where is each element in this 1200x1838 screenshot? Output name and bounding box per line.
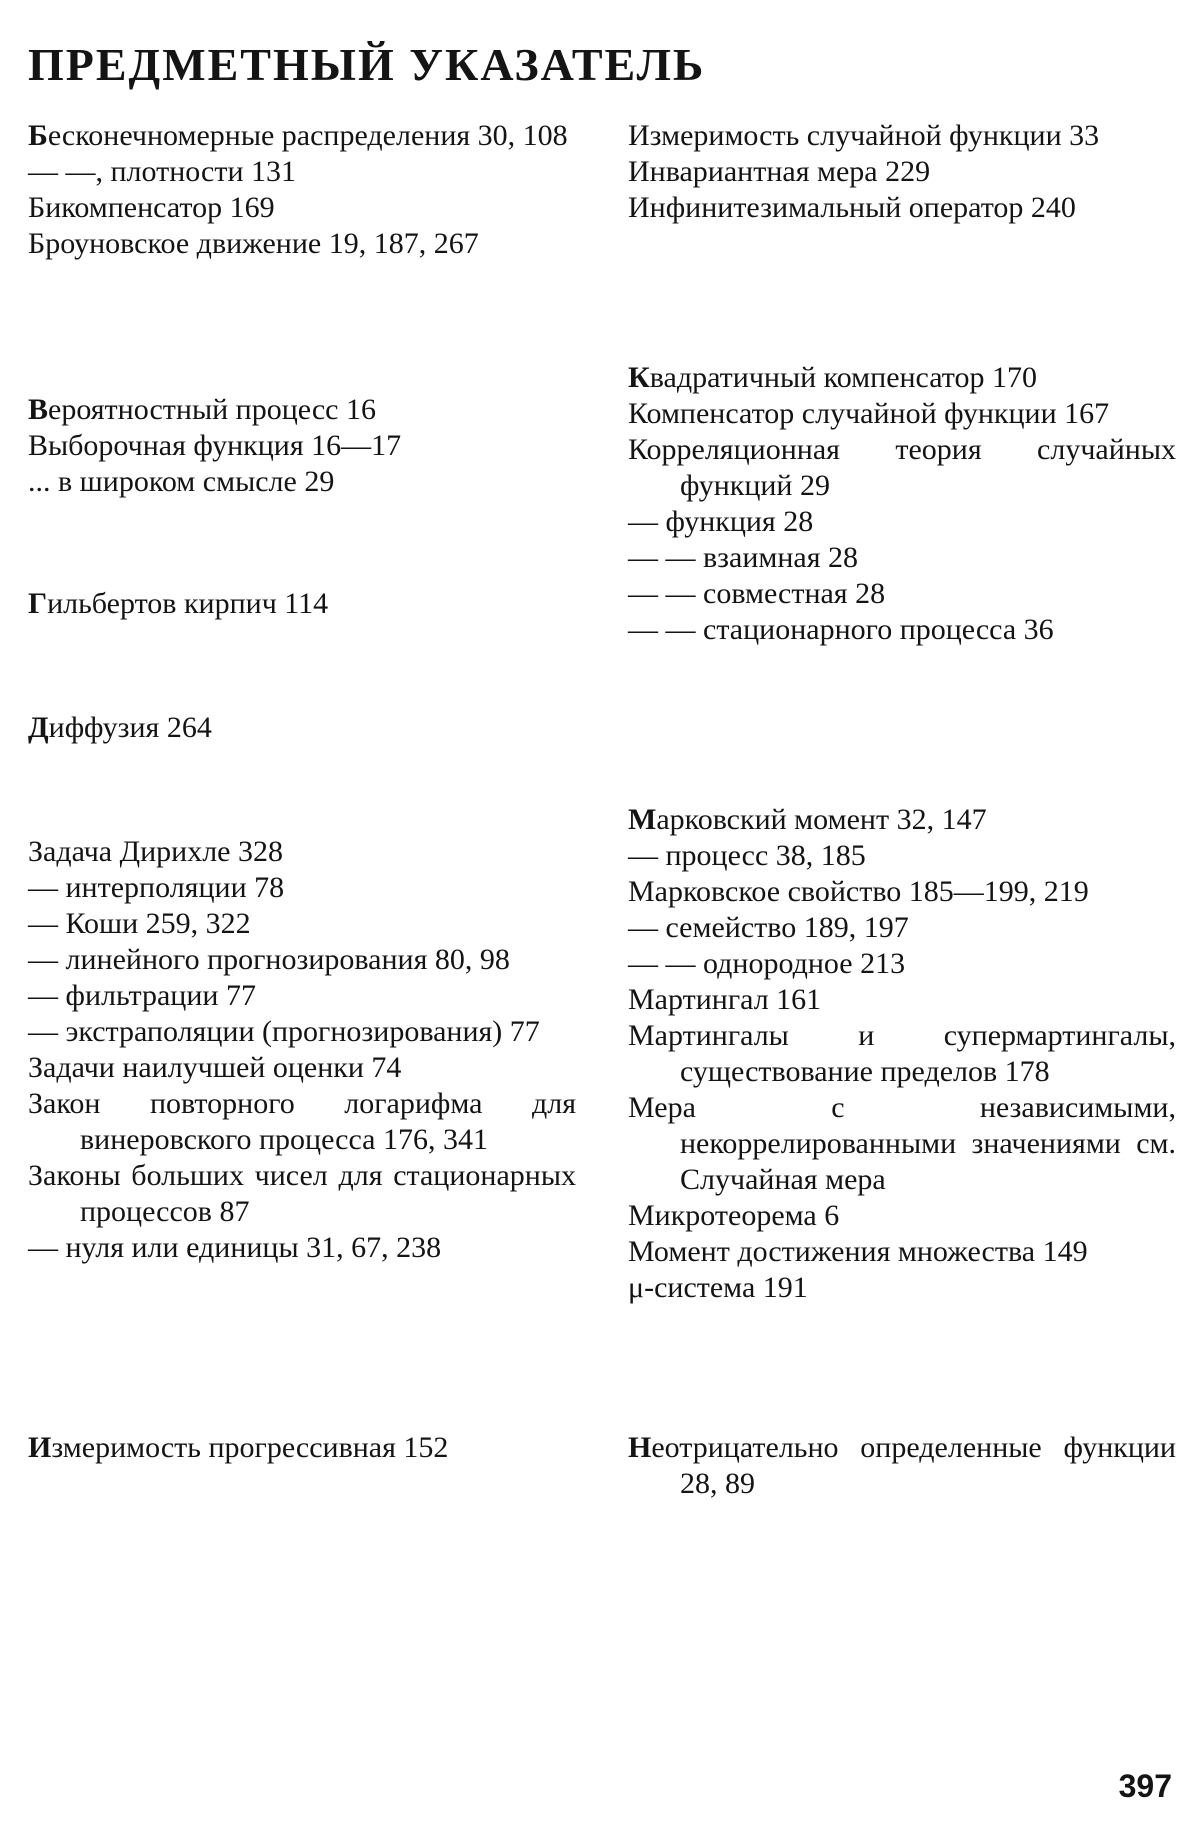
- entry-text: Законы больших чисел для стационарных процессов 87: [28, 1159, 576, 1228]
- index-entry: [28, 1230, 576, 1266]
- index-entry: [28, 978, 576, 1014]
- entry-initial-letter: К: [628, 361, 650, 394]
- entry-text: Компенсатор случайной функции 167: [628, 397, 1110, 430]
- entry-text: Момент достижения множества 149: [628, 1235, 1088, 1268]
- entry-text: Закон повторного логарифма для винеровского процесса 176, 341: [28, 1087, 576, 1156]
- index-column-right: [628, 0, 1176, 1838]
- index-letter-group: [628, 1430, 1176, 1502]
- entry-text: — — совместная 28: [628, 577, 886, 610]
- entry-text: μ-система 191: [628, 1271, 808, 1304]
- entry-text: ероятностный процесс 16: [48, 393, 376, 426]
- entry-initial-letter: Г: [28, 587, 48, 620]
- entry-text: есконечномерные распределения 30, 108: [47, 119, 568, 152]
- index-entry: [628, 1270, 1176, 1306]
- entry-text: Марковское свойство 185—199, 219: [628, 875, 1089, 908]
- entry-text: еотрицательно определенные функции 28, 89: [651, 1431, 1176, 1500]
- index-entry: [628, 190, 1176, 226]
- entry-text: иффузия 264: [48, 711, 212, 744]
- index-entry: [628, 1430, 1176, 1502]
- index-letter-group: [628, 802, 1176, 1306]
- index-entry: [628, 1234, 1176, 1270]
- index-entry: [628, 540, 1176, 576]
- entry-text: — интерполяции 78: [28, 871, 285, 904]
- index-letter-group: [28, 118, 576, 262]
- entry-text: — функция 28: [628, 505, 814, 538]
- entry-text: — семейство 189, 197: [628, 911, 909, 944]
- page-title: ПРЕДМЕТНЫЙ УКАЗАТЕЛЬ: [28, 39, 706, 90]
- index-entry: [628, 838, 1176, 874]
- index-entry: [628, 118, 1176, 154]
- entry-text: Броуновское движение 19, 187, 267: [28, 227, 479, 260]
- entry-text: Задача Дирихле 328: [28, 835, 283, 868]
- page-number: 397: [1118, 1768, 1172, 1804]
- entry-initial-letter: Б: [28, 119, 48, 152]
- index-entry: [628, 432, 1176, 504]
- index-letter-group: [628, 118, 1176, 226]
- index-entry: [628, 1018, 1176, 1090]
- entry-text: ильбертов кирпич 114: [47, 587, 329, 620]
- entry-initial-letter: В: [28, 393, 49, 426]
- entry-text: — —, плотности 131: [28, 155, 297, 188]
- index-entry: [28, 1430, 576, 1466]
- entry-initial-letter: Д: [28, 711, 49, 744]
- entry-text: Мера с независимыми, некоррелированными значениями см. Случайная мера: [628, 1091, 1176, 1196]
- index-entry: [28, 834, 576, 870]
- entry-text: — экстраполяции (прогнозирования) 77: [28, 1015, 540, 1048]
- entry-initial-letter: Н: [628, 1431, 652, 1464]
- index-entry: [28, 1158, 576, 1230]
- entry-text: вадратичный компенсатор 170: [649, 361, 1037, 394]
- index-entry: [628, 612, 1176, 648]
- entry-text: — — однородное 213: [628, 947, 906, 980]
- index-entry: [28, 710, 576, 746]
- entry-text: змеримость прогрессивная 152: [51, 1431, 449, 1464]
- index-entry: [628, 504, 1176, 540]
- entry-text: Инвариантная мера 229: [628, 155, 931, 188]
- index-entry: [28, 1014, 576, 1050]
- entry-text: арковский момент 32, 147: [656, 803, 987, 836]
- index-letter-group: [28, 710, 576, 746]
- entry-text: Задачи наилучшей оценки 74: [28, 1051, 402, 1084]
- index-entry: [28, 226, 576, 262]
- index-entry: [628, 874, 1176, 910]
- index-entry: [628, 360, 1176, 396]
- index-entry: [28, 464, 576, 500]
- index-entry: [28, 190, 576, 226]
- index-column-left: [28, 0, 576, 1838]
- entry-text: Микротеорема 6: [628, 1199, 840, 1232]
- index-entry: [628, 1198, 1176, 1234]
- entry-initial-letter: М: [628, 803, 657, 836]
- entry-text: Бикомпенсатор 169: [28, 191, 275, 224]
- index-entry: [28, 154, 576, 190]
- entry-text: Выборочная функция 16—17: [28, 429, 402, 462]
- index-letter-group: [28, 834, 576, 1266]
- index-entry: [28, 906, 576, 942]
- index-entry: [28, 942, 576, 978]
- entry-text: Мартингалы и супермартингалы, существование пределов 178: [628, 1019, 1176, 1088]
- entry-initial-letter: И: [28, 1431, 52, 1464]
- entry-text: — фильтрации 77: [28, 979, 256, 1012]
- entry-text: — нуля или единицы 31, 67, 238: [28, 1231, 442, 1264]
- index-entry: [628, 154, 1176, 190]
- index-entry: [28, 428, 576, 464]
- entry-text: Инфинитезимальный оператор 240: [628, 191, 1076, 224]
- index-entry: [628, 576, 1176, 612]
- index-entry: [28, 870, 576, 906]
- index-entry: [28, 1050, 576, 1086]
- entry-text: — — взаимная 28: [628, 541, 859, 574]
- index-entry: [628, 396, 1176, 432]
- entry-text: — процесс 38, 185: [628, 839, 866, 872]
- index-entry: [28, 1086, 576, 1158]
- entry-text: Корреляционная теория случайных функций 29: [628, 433, 1176, 502]
- index-letter-group: [28, 1430, 576, 1466]
- index-letter-group: [628, 360, 1176, 648]
- index-entry: [628, 946, 1176, 982]
- entry-text: Измеримость случайной функции 33: [628, 119, 1100, 152]
- index-entry: [628, 910, 1176, 946]
- entry-text: — Коши 259, 322: [28, 907, 251, 940]
- index-entry: [28, 118, 576, 154]
- entry-text: ... в широком смысле 29: [28, 465, 335, 498]
- index-entry: [628, 1090, 1176, 1198]
- entry-text: — линейного прогнозирования 80, 98: [28, 943, 510, 976]
- index-entry: [28, 392, 576, 428]
- index-letter-group: [28, 392, 576, 500]
- index-entry: [628, 982, 1176, 1018]
- index-entry: [28, 586, 576, 622]
- index-entry: [628, 802, 1176, 838]
- index-letter-group: [28, 586, 576, 622]
- entry-text: Мартингал 161: [628, 983, 822, 1016]
- entry-text: — — стационарного процесса 36: [628, 613, 1054, 646]
